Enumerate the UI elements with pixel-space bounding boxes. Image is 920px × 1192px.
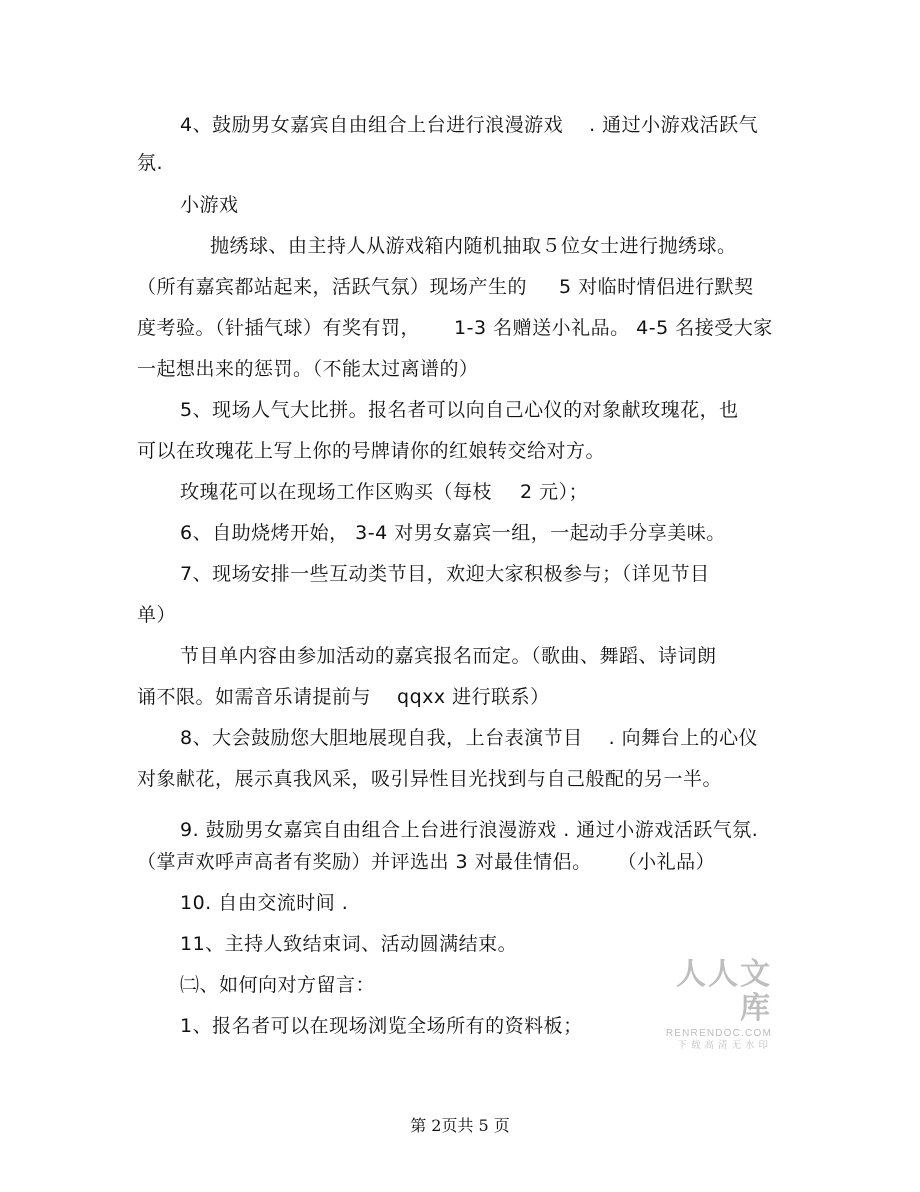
text-line-6: [137, 316, 773, 340]
watermark-note: 下载高清无水印: [677, 1040, 772, 1051]
text-line-19-part-a: （掌声欢呼声高者有奖励）并评选出 3 对最佳情侣。: [137, 851, 592, 873]
text-line-9-part-a: 可以在玫瑰花上写上你的号牌请你的红娘转交给对方。: [137, 440, 606, 462]
text-line-14: [180, 644, 717, 668]
text-line-13-part-a: 单）: [137, 604, 177, 626]
text-line-1-part-a: 4、鼓励男女嘉宾自由组合上台进行浪漫游戏: [180, 114, 564, 136]
text-line-1-part-b: . 通过小游戏活跃气: [589, 114, 759, 136]
text-line-12: [180, 562, 710, 586]
text-line-10-part-b: 2 元）；: [520, 481, 589, 503]
page-footer: [0, 1116, 920, 1136]
text-line-23: [180, 1014, 583, 1038]
watermark: [648, 958, 772, 1052]
text-line-16-part-a: 8、大会鼓励您大胆地展现自我，上台表演节目: [180, 727, 583, 749]
text-line-17: [137, 767, 722, 791]
text-line-3: [180, 193, 239, 217]
text-line-6-part-b: 1-3 名赠送小礼品。 4-5 名接受大家: [454, 317, 773, 339]
text-line-3-part-a: 小游戏: [180, 194, 239, 216]
text-line-9: [137, 439, 605, 463]
text-line-4-part-a: 抛绣球、由主持人从游戏箱内随机抽取５位女士进行抛绣球。: [210, 235, 737, 257]
text-line-18: [180, 818, 758, 842]
text-line-15-part-b: qqxx 进行联系）: [397, 686, 550, 708]
text-line-20-part-a: 10. 自由交流时间 .: [180, 892, 349, 914]
text-line-14-part-a: 节目单内容由参加活动的嘉宾报名而定。（歌曲、舞蹈、诗词朗: [180, 645, 717, 667]
text-line-5-part-a: （所有嘉宾都站起来，活跃气氛）现场产生的: [137, 276, 528, 298]
text-line-16-part-b: . 向舞台上的心仪: [608, 727, 759, 749]
text-line-4: [210, 234, 737, 258]
text-line-15: [137, 685, 550, 709]
text-line-2: [137, 151, 163, 175]
text-line-13: [137, 603, 176, 627]
text-line-6-part-a: 度考验。（针插气球）有奖有罚，: [137, 317, 421, 339]
text-line-21: [180, 932, 517, 956]
text-line-2-part-a: 氛.: [137, 152, 164, 174]
text-line-1: [180, 113, 758, 137]
text-line-8: [180, 398, 739, 422]
text-line-22-part-a: ㈡、如何向对方留言：: [180, 974, 376, 996]
text-line-22: [180, 973, 375, 997]
text-line-19-part-b: （小礼品）: [617, 851, 716, 873]
page-number-label: 第 2页共 5 页: [410, 1116, 510, 1135]
text-line-7: [137, 357, 479, 381]
text-line-21-part-a: 11、主持人致结束词、活动圆满结束。: [180, 933, 518, 955]
text-line-11-part-a: 6、自助烧烤开始， 3-4 对男女嘉宾一组，一起动手分享美味。: [180, 522, 726, 544]
text-line-11: [180, 521, 726, 545]
text-line-18-part-a: 9. 鼓励男女嘉宾自由组合上台进行浪漫游戏 . 通过小游戏活跃气氛.: [180, 819, 759, 841]
text-line-10-part-a: 玫瑰花可以在现场工作区购买（每枝: [180, 481, 493, 503]
text-line-16: [180, 726, 758, 750]
text-line-15-part-a: 诵不限。如需音乐请提前与: [137, 686, 372, 708]
text-line-17-part-a: 对象献花，展示真我风采，吸引异性目光找到与自己般配的另一半。: [137, 768, 723, 790]
text-line-20: [180, 891, 348, 915]
text-line-7-part-a: 一起想出来的惩罚。（不能太过离谱的）: [137, 358, 479, 380]
text-line-23-part-a: 1、报名者可以在现场浏览全场所有的资料板；: [180, 1015, 583, 1037]
watermark-domain: RENRENDOC.COM: [665, 1028, 772, 1039]
text-line-19: [137, 850, 715, 874]
watermark-title: 人人文库: [676, 957, 772, 1026]
text-line-5: [137, 275, 754, 299]
text-line-10: [180, 480, 588, 504]
text-line-5-part-b: 5 对临时情侣进行默契: [559, 276, 754, 298]
text-line-8-part-a: 5、现场人气大比拼。报名者可以向自己心仪的对象献玫瑰花，也: [180, 399, 739, 421]
text-line-12-part-a: 7、现场安排一些互动类节目，欢迎大家积极参与；（详见节目: [180, 563, 710, 585]
